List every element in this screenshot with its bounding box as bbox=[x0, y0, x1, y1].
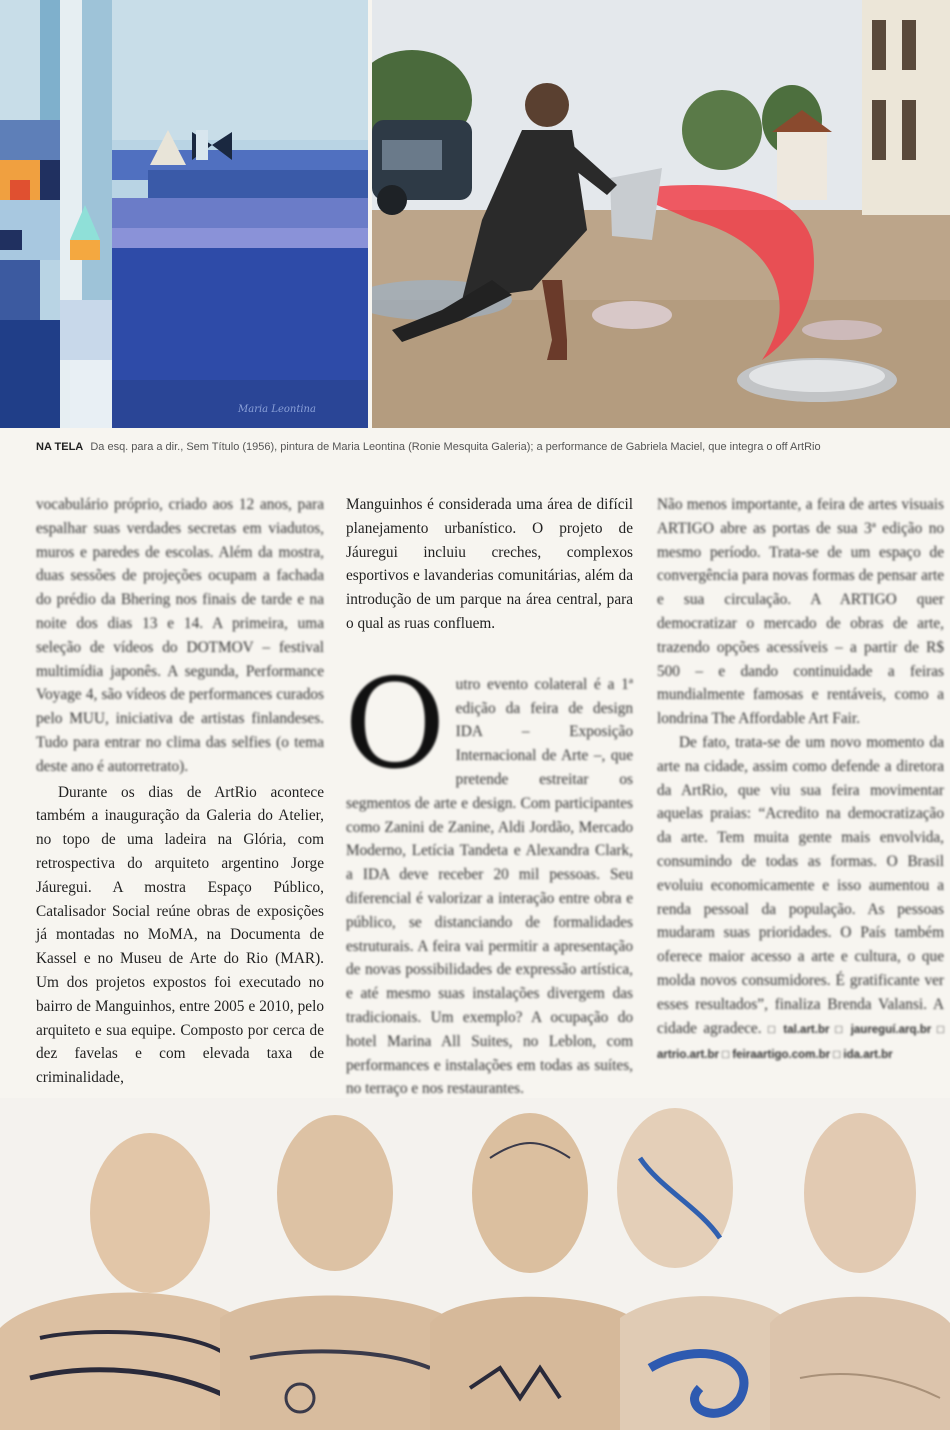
photo-caption bbox=[36, 441, 936, 453]
sculptures-photo bbox=[0, 1098, 950, 1430]
column2-section-2 bbox=[344, 652, 633, 1101]
article-column-3 bbox=[657, 493, 944, 1068]
caption-text: Da esq. para a dir., Sem Título (1956), pintura de Maria Leontina (Ronie Mesquita Galeria); a performance de Gabriela Maciel, que integra o off ArtRio bbox=[90, 441, 821, 453]
painting-signature: Maria Leontina bbox=[238, 404, 316, 415]
column1-paragraph-2: Durante os dias de ArtRio acontece também a inauguração da Galeria do Atelier, no topo de uma ladeira na Glória, com retrospectiva do arquiteto argentino Jorge Jáuregui. A mostra Espaço Público, Catalisador Social reúne obras de exposições já montadas no MoMA, na Documenta de Kassel e no Museu de Arte do Rio (MAR). Um dos projetos expostos foi executado no bairro de Manguinhos, entre 2005 e 2010, pelo arquiteto e sua equipe. Composto por cerca de dez favelas e com elevada taxa de criminalidade, bbox=[36, 783, 324, 1087]
article-column-1 bbox=[36, 493, 324, 1090]
source-links: □ tal.art.br □ jaureguí.arq.br □ artrio.art.br □ feiraartigo.com.br □ ida.art.br bbox=[657, 1023, 944, 1062]
article-column-2 bbox=[346, 493, 633, 1101]
column3-paragraph-2-text: De fato, trata-se de um novo momento da arte na cidade, assim como defende a diretora da ArtRio, que viu sua feira movimentar aquelas praias: “Acredito na democratização da arte. Tem muita gente mais envolvida, consumindo de todas as formas. O Brasil evoluiu economicamente e isso aumentou a renda pessoal da população. As pessoas mudaram suas prioridades. O País também oferece maior acesso a arte e cultura, o que molda novos consumidores. É gratificante ver esses resultados”, finaliza Brenda Valansi. A cidade agradece. bbox=[657, 733, 944, 1037]
column1-paragraph-1: vocabulário próprio, criado aos 12 anos, para espalhar suas verdades secretas em viadutos, muros e paredes de escolas. Além da mostra, duas sessões de projeções ocupam a fachada do prédio da Bhering nos finais de tarde e na noite dos dias 13 e 14. A primeira, uma seleção de vídeos do DOTMOV – festival multimídia japonês. A segunda, Performance Voyage 4, são vídeos de performances curados pelo MUU, iniciativa de artistas finlandeses. Tudo para entrar no clima das selfies (o tema deste ano é autorretrato). bbox=[36, 496, 324, 775]
column3-paragraph-1: Não menos importante, a feira de artes visuais ARTIGO abre as portas de sua 3ª edição no mesmo período. Trata-se de um espaço de convergência para novas formas de pensar arte e sua circulação. A ARTIGO quer democratizar o mercado de obras de arte, trazendo opções acessíveis – a partir de R$ 500 – e dando continuidade a feiras mundialmente famosas e rentáveis, como a londrina The Affordable Art Fair. bbox=[657, 496, 944, 728]
caption-lead: NA TELA bbox=[36, 441, 84, 453]
drop-cap: O bbox=[344, 652, 446, 797]
performance-photo bbox=[372, 0, 950, 428]
painting-photo bbox=[0, 0, 368, 428]
column2-paragraph-1: Manguinhos é considerada uma área de difícil planejamento urbanístico. O projeto de Jáuregui incluiu creches, complexos esportivos e lavanderias comunitárias, além da introdução de um parque na área central, para o qual as ruas confluem. bbox=[346, 496, 633, 632]
column3-paragraph-2 bbox=[657, 731, 944, 1068]
column2-paragraph-2: utro evento colateral é a 1ª edição da feira de design IDA – Exposição Internacional de Arte –, que pretende estreitar os segmentos de arte e design. Com participantes como Zanini de Zanine, Aldi Jordão, Mercado Moderno, Letícia Tandeta e Alexandra Clark, a IDA deve receber 20 mil pessoas. Seu diferencial é valorizar a interação entre obra e público, se distanciando de formalidades estruturais. A feira vai permitir a apresentação de novas possibilidades de expressão artística, e até mesmo suas instalações divergem das tradicionais. Um exemplo? A ocupação do hotel Marina All Suites, no Leblon, com performances e instalações em todas as suítes, no terraço e nos restaurantes. bbox=[346, 675, 633, 1098]
